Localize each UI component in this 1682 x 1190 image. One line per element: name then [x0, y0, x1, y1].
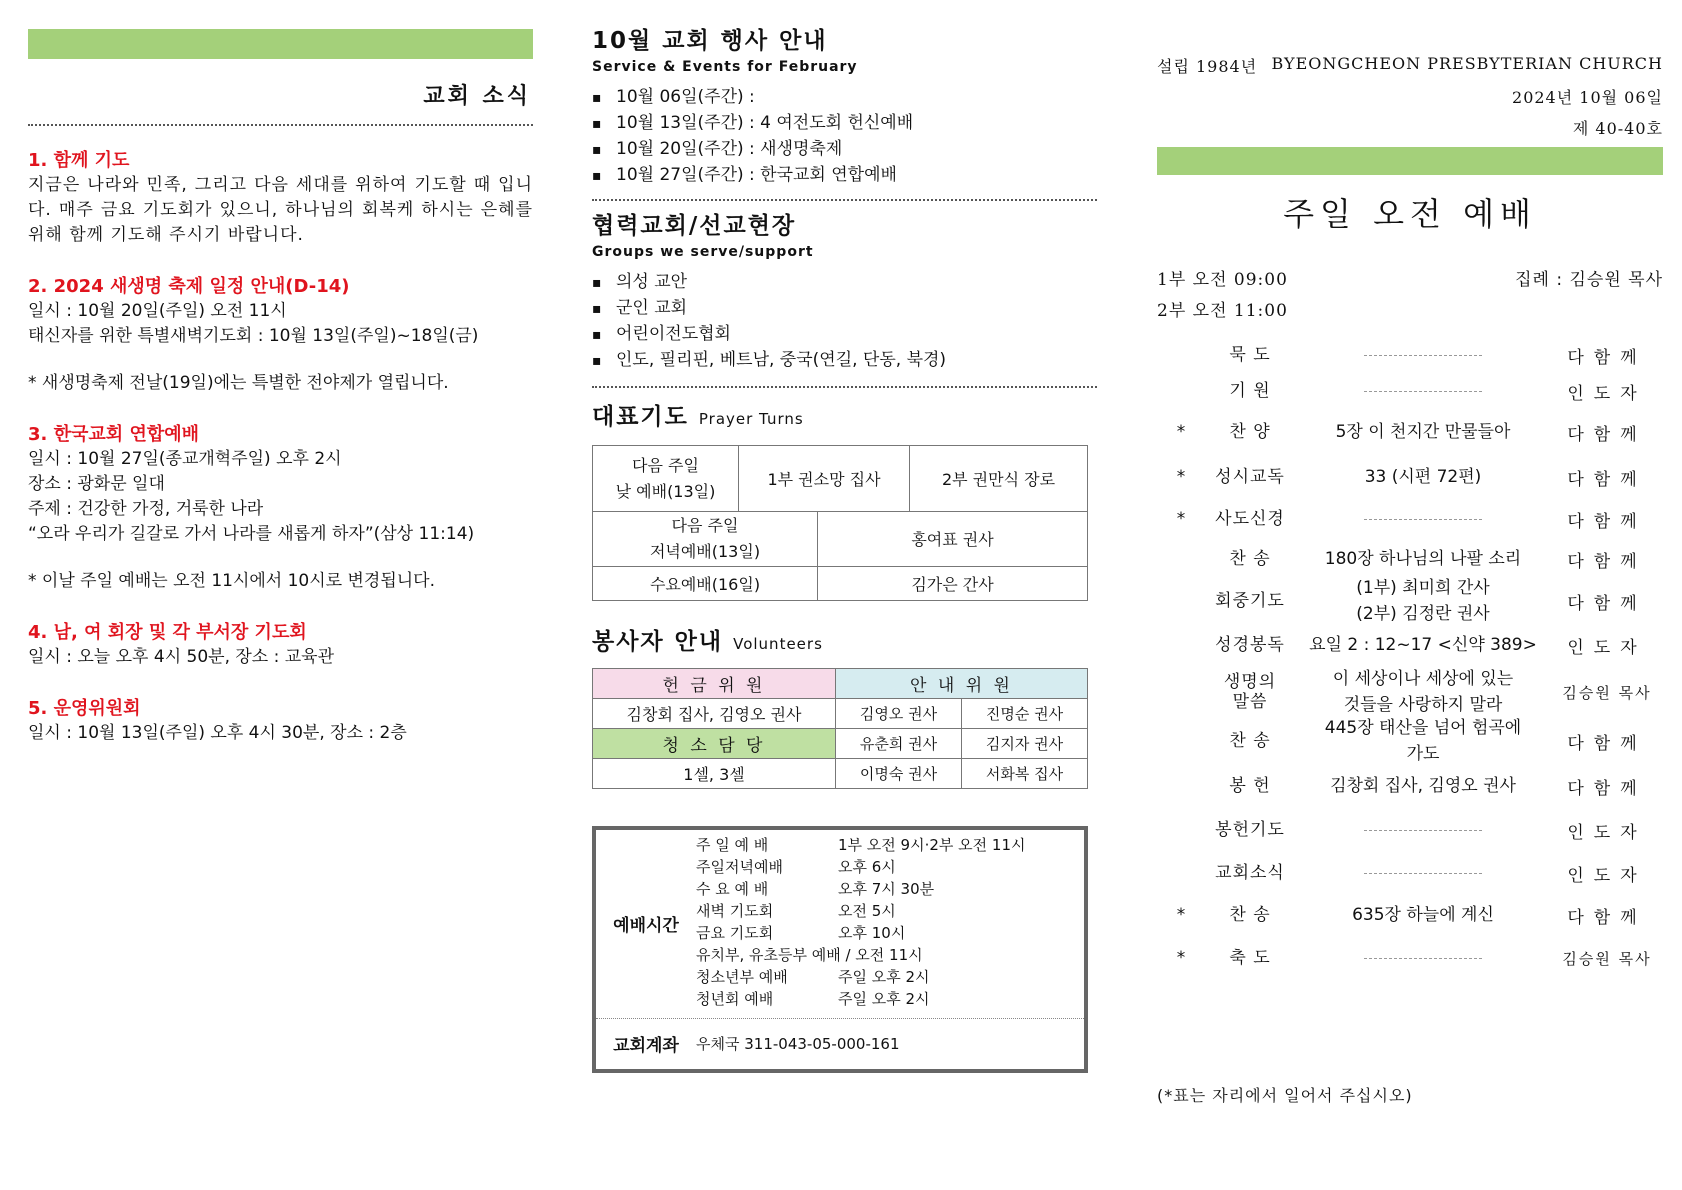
news-item-line — [28, 349, 533, 371]
order-detail — [1295, 509, 1551, 529]
news-item-line: 주제 : 건강한 가정, 거룩한 나라 — [28, 499, 264, 519]
worship-time: 주일 오후 2시 — [838, 989, 930, 1008]
news-list — [28, 148, 533, 746]
worship-time: 오전 5시 — [838, 901, 896, 920]
order-row — [1157, 409, 1663, 455]
event-item: ▪ 10월 20일(주간) : 새생명축제 — [592, 137, 1094, 163]
news-item-line: “오라 우리가 길갈로 가서 나라를 새롭게 하자”(삼상 11:14) — [28, 524, 475, 544]
label-line: 다음 주일 — [671, 515, 739, 535]
order-name: 성시교독 — [1215, 467, 1285, 487]
worship-name: 주 일 예 배 — [696, 835, 769, 854]
order-name: 봉 헌 — [1229, 776, 1271, 796]
worship-time: 1부 오전 9시·2부 오전 11시 — [838, 835, 1026, 854]
time-second: 2부 오전 11:00 — [1157, 301, 1288, 321]
news-item-heading: 4. 남, 여 회장 및 각 부서장 기도회 — [28, 622, 307, 643]
prayer-row3-label: 수요예배(16일) — [593, 566, 818, 600]
guide-header: 안 내 위 원 — [836, 668, 1088, 698]
order-row — [1157, 373, 1663, 409]
account-label: 교회계좌 — [613, 1036, 679, 1056]
news-item-line: * 이날 주일 예배는 오전 11시에서 10시로 변경됩니다. — [28, 571, 436, 591]
prayer-row3-value: 김가은 간사 — [818, 566, 1088, 600]
offering-header: 헌 금 위 원 — [593, 668, 836, 698]
order-name: 회중기도 — [1215, 591, 1285, 611]
worship-hours-line — [696, 966, 1084, 988]
order-row — [1157, 717, 1663, 765]
prayer-subtitle: Prayer Turns — [698, 410, 804, 428]
order-name: 봉헌기도 — [1215, 820, 1285, 840]
order-name: 성경봉독 — [1215, 635, 1285, 655]
news-title: 교회 소식 — [423, 84, 531, 109]
group-item: ▪ 군인 교회 — [592, 296, 1094, 322]
news-item-line — [28, 547, 533, 569]
group-item: ▪ 의성 교안 — [592, 270, 1094, 296]
dashed-placeholder — [1364, 873, 1482, 874]
order-detail: 33 (시편 72편) — [1364, 467, 1482, 487]
news-item-heading: 1. 함께 기도 — [28, 150, 130, 171]
order-participant: 김승원 목사 — [1562, 683, 1652, 702]
order-participant: 다함께 — [1567, 733, 1647, 754]
header-line — [1157, 54, 1663, 77]
prayer-row2-value: 홍여표 권사 — [818, 512, 1088, 566]
label-line: 다음 주일 — [632, 455, 699, 475]
guide-name: 진명순 권사 — [962, 698, 1088, 728]
worship-hours-line — [696, 878, 1084, 900]
group-item: ▪ 인도, 필리핀, 베트남, 중국(연길, 단동, 북경) — [592, 348, 1094, 374]
groups-list — [592, 270, 1094, 374]
service-times — [1157, 265, 1663, 290]
time-first: 1부 오전 09:00 — [1157, 270, 1288, 290]
news-column — [28, 0, 533, 746]
order-participant: 다함께 — [1567, 424, 1647, 445]
worship-hours-line — [696, 944, 1084, 966]
news-item-line: 일시 : 10월 13일(주일) 오후 4시 30분, 장소 : 2층 — [28, 723, 407, 743]
order-name: 기 원 — [1229, 381, 1271, 401]
prayer-row1-first: 1부 권소망 집사 — [739, 446, 910, 512]
offering-names: 김창회 집사, 김영오 권사 — [593, 698, 836, 728]
news-item — [28, 422, 533, 594]
worship-name: 금요 기도회 — [696, 923, 774, 942]
news-item-line: 일시 : 오늘 오후 4시 50분, 장소 : 교육관 — [28, 647, 335, 667]
order-detail: 5장 이 천지간 만물들아 — [1335, 422, 1511, 442]
news-item-line: * 새생명축제 전날(19일)에는 특별한 전야제가 열립니다. — [28, 373, 449, 393]
events-subtitle: Service & Events for February — [592, 59, 858, 75]
news-item-line: 일시 : 10월 20일(주일) 오전 11시 — [28, 301, 287, 321]
green-header-bar — [1157, 147, 1663, 175]
events-title: 10월 교회 행사 안내 — [592, 28, 828, 54]
order-row — [1157, 623, 1663, 667]
account-row — [596, 1019, 1084, 1069]
groups-title: 협력교회/선교현장 — [592, 213, 797, 239]
divider — [592, 199, 1097, 201]
volunteers-heading — [592, 623, 1094, 656]
cleaning-header: 청 소 담 당 — [593, 728, 836, 758]
account-value: 우체국 311-043-05-000-161 — [696, 1035, 900, 1053]
order-row — [1157, 937, 1663, 979]
worship-time: 오후 6시 — [838, 857, 896, 876]
order-detail: 이 세상이나 세상에 있는 것들을 사랑하지 말라 — [1332, 669, 1514, 715]
order-detail — [1295, 948, 1551, 968]
standing-mark: * — [1176, 948, 1186, 968]
order-participant: 인도자 — [1567, 383, 1647, 404]
order-participant: 김승원 목사 — [1562, 949, 1652, 968]
order-participant: 다함께 — [1567, 593, 1647, 614]
worship-hours-line — [696, 988, 1084, 1010]
worship-name: 새벽 기도회 — [696, 901, 774, 920]
order-name: 찬 송 — [1229, 905, 1271, 925]
order-row — [1157, 893, 1663, 937]
prayer-heading — [592, 398, 1094, 431]
order-name: 교회소식 — [1215, 863, 1285, 883]
dashed-placeholder — [1364, 830, 1482, 831]
order-name: 생명의 말씀 — [1223, 672, 1277, 712]
news-item-line: 지금은 나라와 민족, 그리고 다음 세대를 위하여 기도할 때 입니다. 매주 금요 기도회가 있으니, 하나님의 회복케 하시는 은혜를 위해 함께 기도해 주시기 바랍니다. — [28, 175, 533, 245]
worship-hours-line — [696, 922, 1084, 944]
prayer-title: 대표기도 — [592, 404, 689, 430]
cleaning-names: 1셀, 3셀 — [593, 758, 836, 788]
order-detail — [1295, 820, 1551, 840]
event-item: ▪ 10월 27일(주간) : 한국교회 연합예배 — [592, 163, 1094, 189]
worship-hours — [596, 830, 1084, 1019]
service-leader: 집례 : 김승원 목사 — [1515, 270, 1663, 290]
order-detail: 김창회 집사, 김영오 권사 — [1330, 776, 1516, 796]
news-item-heading: 5. 운영위원회 — [28, 698, 141, 719]
group-item: ▪ 어린이전도협회 — [592, 322, 1094, 348]
standing-mark: * — [1176, 905, 1186, 925]
news-item-heading: 3. 한국교회 연합예배 — [28, 424, 199, 445]
standing-mark: * — [1176, 422, 1186, 442]
order-row — [1157, 853, 1663, 893]
service-column — [1157, 0, 1663, 1106]
guide-name: 김영오 권사 — [836, 698, 962, 728]
worship-hours-line — [696, 834, 1084, 856]
order-row — [1157, 337, 1663, 373]
order-detail: 635장 하늘에 계신 — [1352, 905, 1494, 925]
order-participant: 다함께 — [1567, 347, 1647, 368]
standing-footnote: (*표는 자리에서 일어서 주십시오) — [1157, 1086, 1413, 1105]
order-participant: 다함께 — [1567, 469, 1647, 490]
worship-hours-box — [592, 826, 1088, 1073]
worship-name: 주일저녁예배 — [696, 857, 783, 876]
church-name: BYEONGCHEON PRESBYTERIAN CHURCH — [1271, 54, 1663, 73]
volunteers-table — [592, 668, 1088, 789]
order-participant: 다함께 — [1567, 551, 1647, 572]
news-item-line: 태신자를 위한 특별새벽기도회 : 10월 13일(주일)~18일(금) — [28, 326, 479, 346]
order-detail: 180장 하나님의 나팔 소리 — [1324, 549, 1522, 569]
news-item-line: 일시 : 10월 27일(종교개혁주일) 오후 2시 — [28, 449, 342, 469]
order-row — [1157, 667, 1663, 717]
worship-hours-label: 예배시간 — [613, 916, 679, 936]
volunteers-title: 봉사자 안내 — [592, 628, 724, 655]
event-item: ▪ 10월 13일(주간) : 4 여전도회 헌신예배 — [592, 111, 1094, 137]
worship-hours-list — [696, 830, 1084, 1018]
order-detail — [1295, 381, 1551, 401]
prayer-row1-label — [593, 446, 739, 512]
order-name: 찬 송 — [1229, 549, 1271, 569]
dashed-placeholder — [1364, 355, 1482, 356]
date: 2024년 10월 06일 — [1512, 88, 1663, 107]
order-name: 축 도 — [1229, 948, 1271, 968]
volunteers-subtitle: Volunteers — [733, 634, 823, 653]
groups-subtitle: Groups we serve/support — [592, 244, 814, 260]
service-title: 주일 오전 예배 — [1283, 195, 1537, 233]
worship-name: 유치부, 유초등부 예배 / 오전 11시 — [696, 945, 923, 964]
order-participant: 인도자 — [1567, 865, 1647, 886]
order-participant: 다함께 — [1567, 907, 1647, 928]
order-row — [1157, 765, 1663, 807]
order-name: 찬 송 — [1229, 731, 1271, 751]
worship-name: 청년회 예배 — [696, 989, 774, 1008]
guide-name: 유춘희 권사 — [836, 728, 962, 758]
news-item — [28, 274, 533, 396]
order-detail: 445장 태산을 넘어 험곡에 가도 — [1324, 718, 1522, 764]
order-row — [1157, 579, 1663, 623]
worship-hours-line — [696, 856, 1084, 878]
worship-time: 주일 오후 2시 — [838, 967, 930, 986]
standing-mark: * — [1176, 509, 1186, 529]
order-row — [1157, 499, 1663, 539]
worship-time: 오후 10시 — [838, 923, 906, 942]
order-participant: 인도자 — [1567, 637, 1647, 658]
order-detail: 요일 2 : 12~17 <신약 389> — [1309, 635, 1537, 655]
news-item — [28, 148, 533, 248]
green-header-bar — [28, 29, 533, 59]
news-item-line: 장소 : 광화문 일대 — [28, 474, 165, 494]
order-of-service — [1157, 337, 1663, 979]
founded: 설립 1984년 — [1157, 57, 1258, 76]
prayer-table — [592, 445, 1088, 512]
order-detail: (1부) 최미희 간사 (2부) 김정란 권사 — [1356, 578, 1490, 624]
dashed-placeholder — [1364, 391, 1482, 392]
order-row — [1157, 539, 1663, 579]
guide-name: 서화복 집사 — [962, 758, 1088, 788]
events-column — [592, 0, 1094, 1073]
order-name: 사도신경 — [1215, 509, 1285, 529]
divider — [592, 386, 1097, 388]
news-item-heading: 2. 2024 새생명 축제 일정 안내(D-14) — [28, 276, 350, 297]
order-participant: 인도자 — [1567, 822, 1647, 843]
standing-mark: * — [1176, 467, 1186, 487]
order-row — [1157, 455, 1663, 499]
dashed-placeholder — [1364, 519, 1482, 520]
guide-name: 김지자 권사 — [962, 728, 1088, 758]
events-list — [592, 85, 1094, 189]
order-detail — [1295, 345, 1551, 365]
label-line: 낮 예배(13일) — [615, 481, 716, 501]
order-participant: 다함께 — [1567, 778, 1647, 799]
order-participant: 다함께 — [1567, 511, 1647, 532]
event-item: ▪ 10월 06일(주간) : — [592, 85, 1094, 111]
divider — [28, 124, 533, 126]
label-line: 저녁예배(13일) — [649, 541, 761, 561]
prayer-table-lower — [592, 512, 1088, 601]
news-item — [28, 696, 533, 746]
order-name: 묵 도 — [1229, 345, 1271, 365]
order-detail — [1295, 863, 1551, 883]
worship-hours-line — [696, 900, 1084, 922]
worship-time: 오후 7시 30분 — [838, 879, 935, 898]
guide-name: 이명숙 권사 — [836, 758, 962, 788]
order-row — [1157, 807, 1663, 853]
prayer-row2-label — [593, 512, 818, 566]
worship-name: 청소년부 예배 — [696, 967, 788, 986]
issue-number: 제 40-40호 — [1572, 119, 1663, 138]
prayer-row1-second: 2부 권만식 장로 — [910, 446, 1088, 512]
dashed-placeholder — [1364, 958, 1482, 959]
order-name: 찬 양 — [1229, 422, 1271, 442]
news-item — [28, 620, 533, 670]
worship-name: 수 요 예 배 — [696, 879, 769, 898]
